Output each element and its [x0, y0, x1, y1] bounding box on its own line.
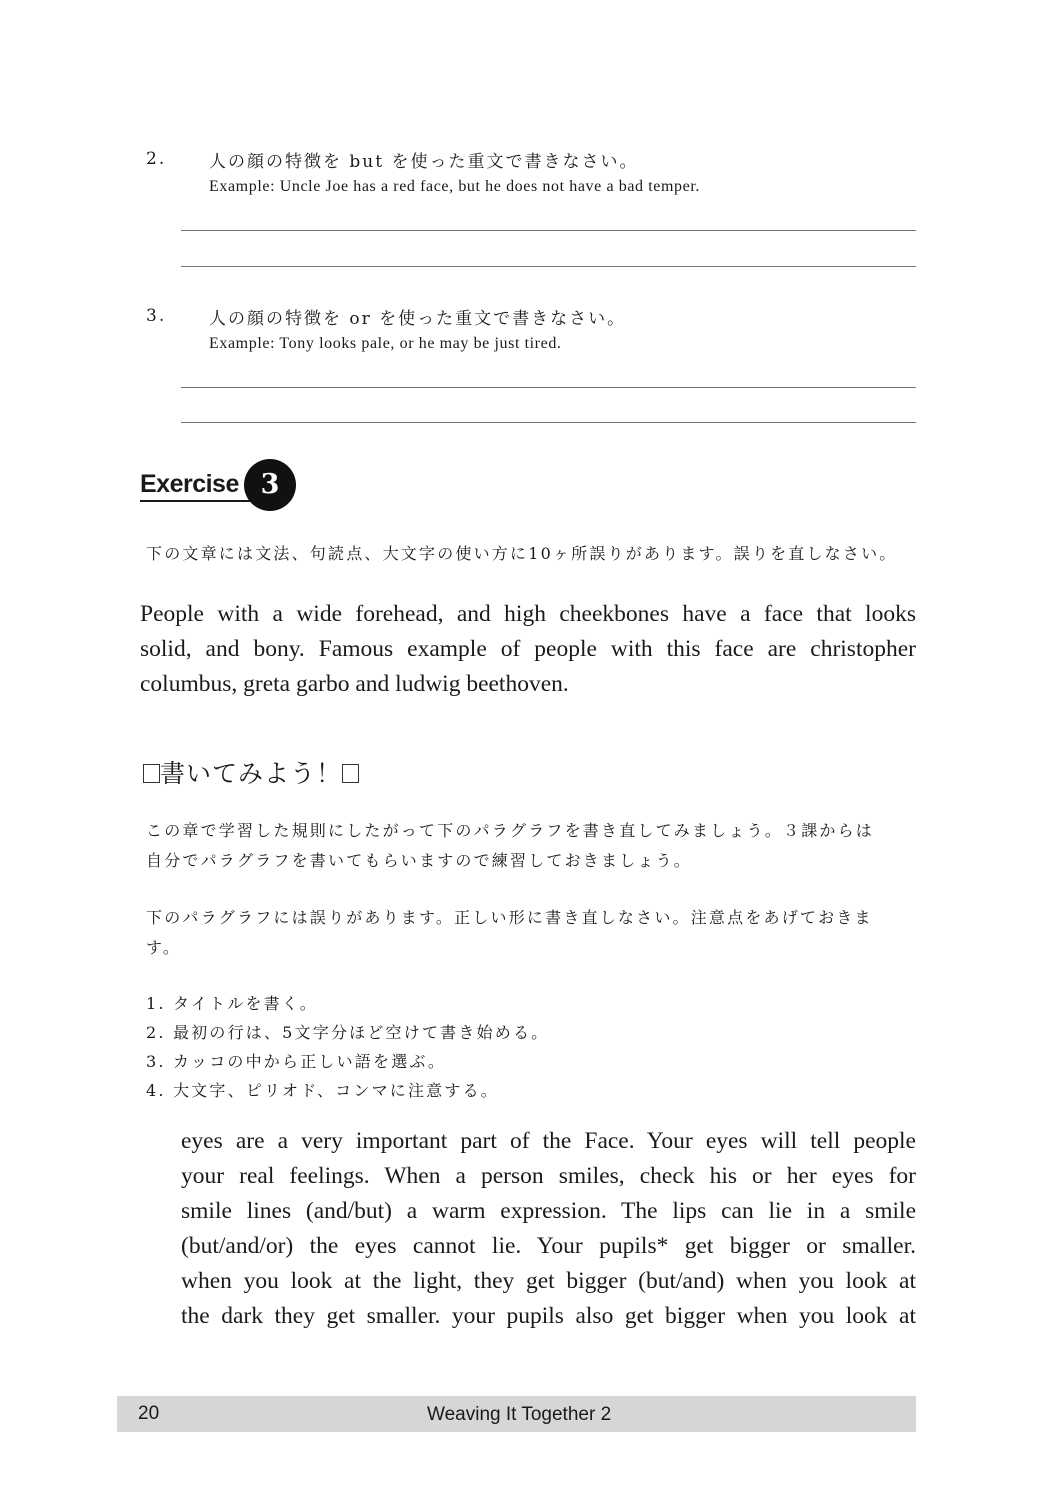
writing-intro [146, 816, 926, 876]
box-icon [143, 764, 160, 783]
paragraph-line: eyes are a very important part of the Face. Your eyes will tell people [181, 1128, 916, 1154]
question-3-number: 3. [146, 306, 167, 326]
writing-instruction [146, 903, 926, 963]
step-number: 1. [146, 994, 166, 1013]
question-3-example: Example: Tony looks pale, or he may be just tired. [209, 335, 562, 352]
exercise-instruction: 下の文章には文法、句読点、大文字の使い方に10ヶ所誤りがあります。誤りを直しなさい。 [146, 544, 898, 563]
steps-list [146, 989, 549, 1105]
exercise-number-badge: 3 [244, 459, 296, 511]
passage-line: solid, and bony. Famous example of people with this face are christopher [140, 636, 916, 662]
question-3-prompt: 人の顔の特徴を or を使った重文で書きなさい。 [209, 309, 627, 329]
writing-section-title [143, 754, 359, 790]
paragraph-line: the dark they get smaller. your pupils also get bigger when you look at [181, 1303, 916, 1329]
exercise-passage [140, 597, 916, 702]
paragraph-line: (but/and/or) the eyes cannot lie. Your pupils* get bigger or smaller. [181, 1233, 916, 1259]
exercise-underline [140, 500, 250, 502]
question-2-number: 2. [146, 149, 167, 169]
step-number: 2. [146, 1023, 166, 1042]
step-text: 最初の行は、5文字分ほど空けて書き始める。 [172, 1023, 550, 1042]
paragraph-line: smile lines (and/but) a warm expression. The lips can lie in a smile [181, 1198, 916, 1224]
passage-line: People with a wide forehead, and high cheekbones have a face that looks [140, 601, 916, 627]
instruction-line: 下のパラグラフには誤りがあります。正しい形に書き直しなさい。注意点をあげておきま [146, 908, 873, 927]
question-2-example: Example: Uncle Joe has a red face, but he does not have a bad temper. [209, 178, 701, 195]
box-icon [342, 764, 359, 783]
paragraph-line: when you look at the light, they get bigger (but/and) when you look at [181, 1268, 916, 1294]
step-number: 4. [146, 1081, 166, 1100]
list-item [146, 1047, 549, 1076]
answer-line [181, 230, 916, 231]
book-title: Weaving It Together 2 [427, 1404, 612, 1425]
step-text: 大文字、ピリオド、コンマに注意する。 [172, 1081, 499, 1100]
intro-line: 自分でパラグラフを書いてもらいますので練習しておきましょう。 [146, 851, 693, 870]
question-2-prompt: 人の顔の特徴を but を使った重文で書きなさい。 [209, 152, 639, 172]
step-number: 3. [146, 1052, 166, 1071]
answer-line [181, 422, 916, 423]
instruction-line: す。 [146, 938, 182, 957]
answer-line [181, 387, 916, 388]
answer-line [181, 266, 916, 267]
list-item [146, 1076, 549, 1105]
list-item [146, 989, 549, 1018]
page-number: 20 [138, 1403, 160, 1424]
step-text: タイトルを書く。 [172, 994, 318, 1013]
list-item [146, 1018, 549, 1047]
passage-line: columbus, greta garbo and ludwig beethoven. [140, 671, 569, 697]
paragraph-line: your real feelings. When a person smiles, check his or her eyes for [181, 1163, 916, 1189]
writing-title-text: 書いてみよう！ [160, 759, 343, 788]
intro-line: この章で学習した規則にしたがって下のパラグラフを書き直してみましょう。３課からは [146, 821, 875, 840]
rewrite-paragraph [181, 1124, 916, 1334]
exercise-heading: Exercise [140, 470, 239, 498]
step-text: カッコの中から正しい語を選ぶ。 [172, 1052, 447, 1071]
